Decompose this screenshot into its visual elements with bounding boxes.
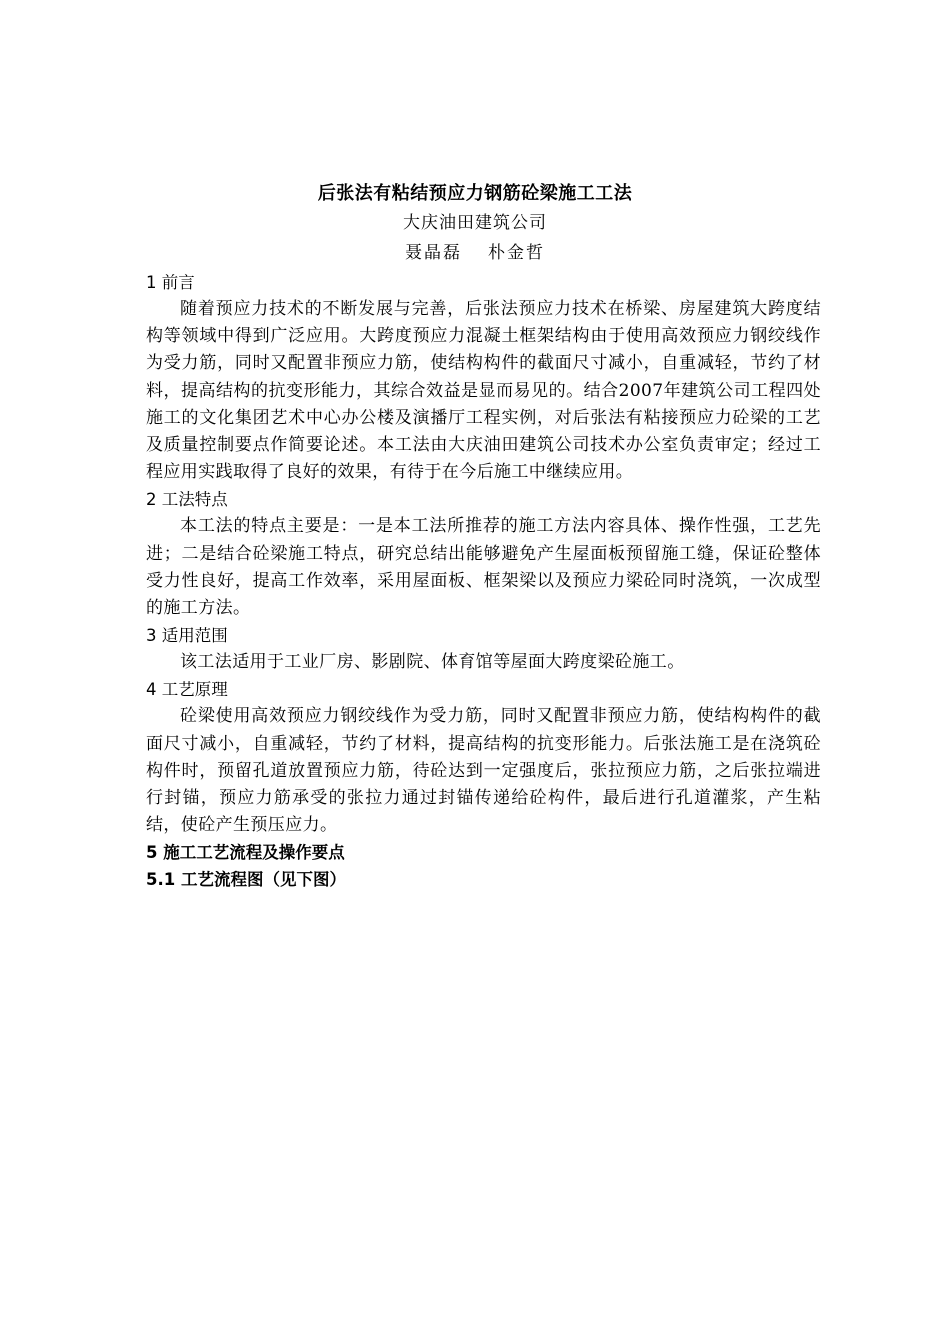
subsection-heading-flowchart: 5.1 工艺流程图（见下图） xyxy=(146,870,346,890)
section-heading-process: 5 施工工艺流程及操作要点 xyxy=(146,843,345,863)
document-body xyxy=(146,269,821,893)
section-heading-features: 2 工法特点 xyxy=(146,490,228,510)
organization-name: 大庆油田建筑公司 xyxy=(403,213,547,233)
section-paragraph-features: 本工法的特点主要是：一是本工法所推荐的施工方法内容具体、操作性强，工艺先进；二是结合砼梁施工特点，研究总结出能够避免产生屋面板预留施工缝，保证砼整体受力性良好，提高工作效率，采用屋面板、框架梁以及预应力梁砼同时浇筑，一次成型的施工方法。 xyxy=(146,516,821,619)
section-heading-principle: 4 工艺原理 xyxy=(146,680,228,700)
section-paragraph-principle: 砼梁使用高效预应力钢绞线作为受力筋，同时又配置非预应力筋，使结构构件的截面尺寸减小，自重减轻，节约了材料，提高结构的抗变形能力。后张法施工是在浇筑砼构件时，预留孔道放置预应力筋，待砼达到一定强度后，张拉预应力筋，之后张拉端进行封锚，预应力筋承受的张拉力通过封锚传递给砼构件，最后进行孔道灌浆，产生粘结，使砼产生预压应力。 xyxy=(146,706,821,836)
section-heading-scope: 3 适用范围 xyxy=(146,626,228,646)
author-line xyxy=(0,240,950,266)
section-paragraph-scope: 该工法适用于工业厂房、影剧院、体育馆等屋面大跨度梁砼施工。 xyxy=(180,652,685,673)
author-name: 朴金哲 xyxy=(488,243,545,263)
section-heading-foreword: 1 前言 xyxy=(146,273,195,292)
author-name: 聂晶磊 xyxy=(405,243,462,263)
section-paragraph-foreword: 随着预应力技术的不断发展与完善，后张法预应力技术在桥梁、房屋建筑大跨度结构等领域中得到广泛应用。大跨度预应力混凝土框架结构由于使用高效预应力钢绞线作为受力筋，同时又配置非预应力筋，使结构构件的截面尺寸减小，自重减轻，节约了材料，提高结构的抗变形能力，其综合效益是显而易见的。结合2007年建筑公司工程四处施工的文化集团艺术中心办公楼及演播厅工程实例，对后张法有粘接预应力砼梁的工艺及质量控制要点作简要论述。本工法由大庆油田建筑公司技术办公室负责审定；经过工程应用实践取得了良好的效果，有待于在今后施工中继续应用。 xyxy=(146,299,821,483)
document-title: 后张法有粘结预应力钢筋砼梁施工工法 xyxy=(317,183,633,204)
